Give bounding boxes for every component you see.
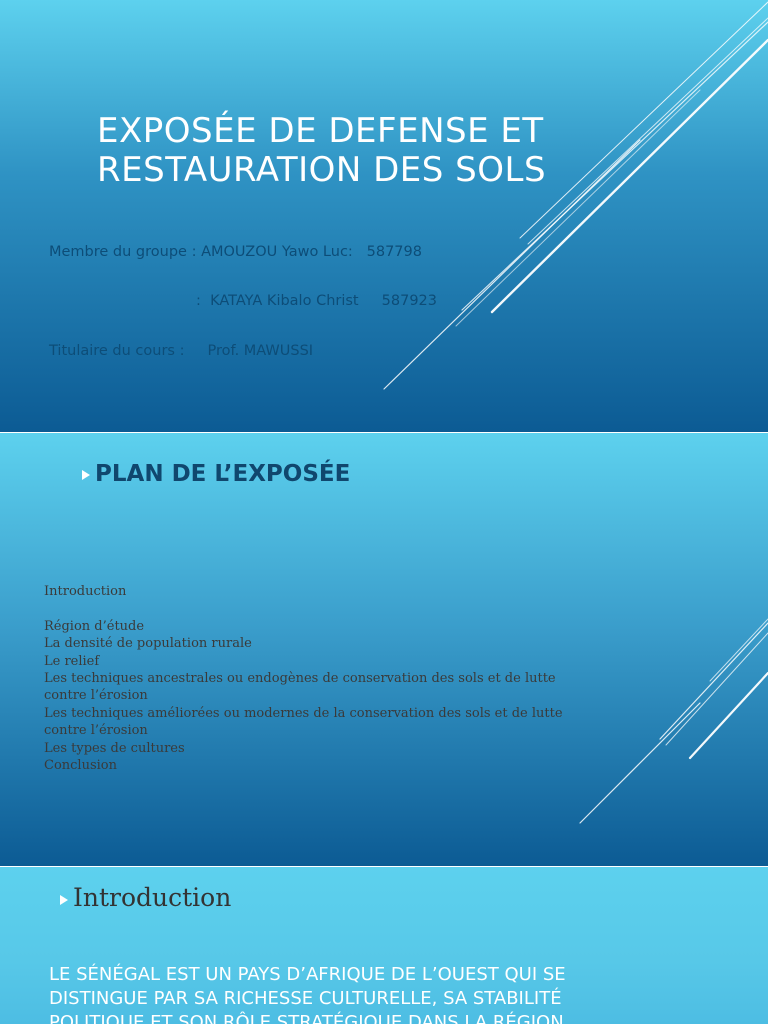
- plan-title-text: PLAN DE L’EXPOSÉE: [95, 461, 351, 487]
- group-member-2: : KATAYA Kibalo Christ 587923: [196, 293, 438, 309]
- list-item: Les techniques ancestrales ou endogènes de conservation des sols et de lutte contre l’érosion: [44, 671, 556, 704]
- course-teacher: Titulaire du cours : Prof. MAWUSSI: [49, 343, 314, 359]
- plan-list: [44, 583, 584, 774]
- list-item: La densité de population rurale: [44, 636, 252, 652]
- list-item: Le relief: [44, 653, 100, 669]
- introduction-title-text: Introduction: [73, 883, 232, 912]
- page-title: EXPOSÉE DE DEFENSE ET RESTAURATION DES SOLS: [97, 111, 547, 191]
- plan-title: [82, 461, 350, 487]
- list-item: Les types de cultures: [44, 740, 185, 756]
- list-item: Les techniques améliorées ou modernes de la conservation des sols et de lutte contre l’érosion: [44, 705, 563, 739]
- list-item: Introduction: [44, 584, 127, 599]
- triangle-bullet-icon: [60, 895, 68, 905]
- list-item: Région d’étude: [44, 618, 145, 634]
- title-slide: [0, 0, 768, 432]
- list-item: Conclusion: [44, 758, 117, 774]
- group-members: Membre du groupe : AMOUZOU Yawo Luc: 587798: [49, 244, 422, 260]
- introduction-body: LE SÉNÉGAL EST UN PAYS D’AFRIQUE DE L’OUEST QUI SE DISTINGUE PAR SA RICHESSE CULTURELLE, SA STABILITÉ POLITIQUE ET SON RÔLE STRATÉGIQUE DANS LA RÉGION: [49, 964, 566, 1033]
- decorative-lines: [0, 0, 768, 432]
- introduction-title: [60, 883, 231, 912]
- triangle-bullet-icon: [82, 470, 90, 480]
